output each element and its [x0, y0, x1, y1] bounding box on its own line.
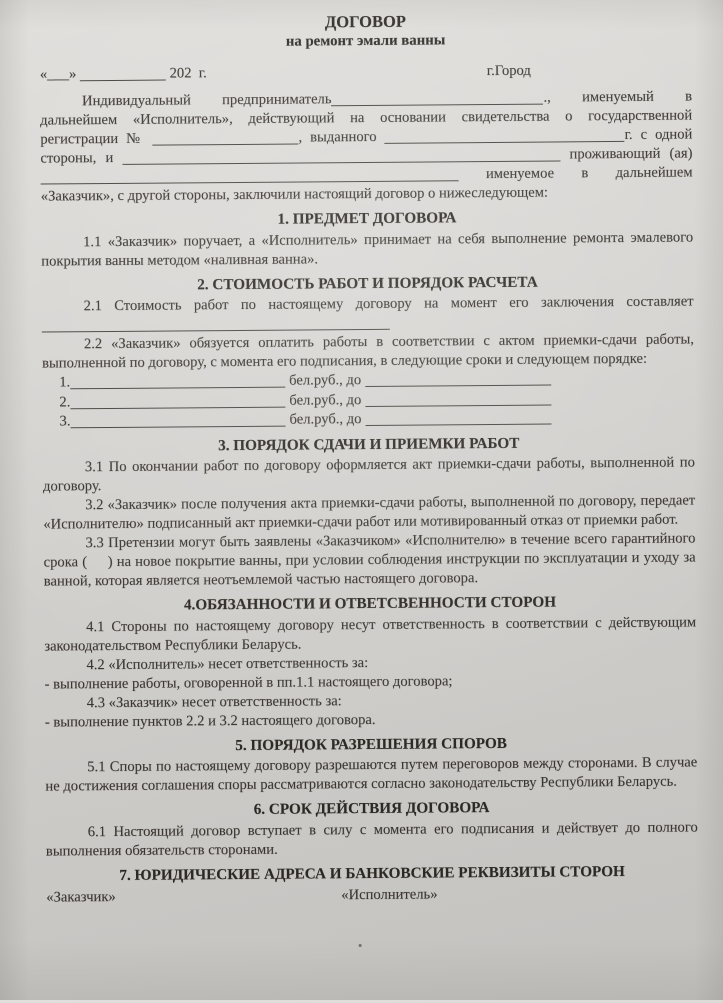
document-title: ДОГОВОР — [324, 11, 406, 32]
ink-speck — [359, 944, 362, 947]
preamble-text: дальнейшем «Исполнитель», действующий на основании свидетельства о государственной — [40, 107, 693, 129]
preamble — [40, 87, 693, 206]
customer-address-blank — [41, 168, 459, 184]
payment-row-3 — [42, 407, 694, 432]
payment-date-blank — [365, 412, 551, 426]
preamble-text: регистрации № — [40, 130, 153, 148]
preamble-text: , выданного — [298, 128, 385, 146]
issued-by-blank — [385, 129, 625, 144]
clause-5-1: 5.1 Споры по настоящему договору разрешаются путем переговоров между сторонами. В случае не достижения соглашения споры рассматриваются согласно законодательству Республики Беларусь. — [45, 754, 698, 795]
date-row — [40, 60, 692, 84]
payment-amount-blank — [70, 414, 285, 429]
payment-unit-label: бел.руб., до — [289, 411, 362, 428]
clause-3-1: 3.1 По окончании работ по договору оформляется акт приемки-сдачи работы, выполненной по договору. — [42, 454, 695, 495]
clause-2-2: 2.2 «Заказчик» обязуется оплатить работы в соответствии с актом приемки-сдачи работы, выполненной по договору, с момента его подписания, в следующие сроки и следующем порядке: — [41, 331, 694, 372]
section-3-heading: 3. ПОРЯДОК СДАЧИ И ПРИЕМКИ РАБОТ — [218, 434, 520, 454]
clause-4-3: 4.3 «Заказчик» несет ответственность за: — [86, 692, 342, 711]
payment-row-number: 2. — [59, 393, 71, 410]
preamble-text: именуемое в дальнейшем — [458, 164, 693, 183]
preamble-text: г. с одной — [624, 126, 693, 143]
preamble-line-6 — [41, 182, 693, 206]
payment-date-blank — [365, 392, 551, 406]
clause-3-3: 3.3 Претензии могут быть заявлены «Заказчиком» «Исполнителю» в течение всего гарантийного срока ( ) на новое покрытие ванны, при условии соблюдения инструкции по эксплуатации и уходу за ванной, которая является неотъемлемой частью настоящего договора. — [43, 530, 696, 590]
preamble-text: проживающий (ая) — [560, 145, 693, 163]
clause-4-2-item: - выполнение работы, оговоренной в пп.1.1 настоящего договора; — [44, 672, 453, 693]
preamble-text: Индивидуальный предприниматель — [81, 91, 332, 110]
clause-3-2: 3.2 «Заказчик» после получения акта приемки-сдачи работы, выполненной по договору, передает «Исполнителю» подписанный акт приемки-сдачи работ или мотивированный отказ от приемки работ. — [43, 492, 696, 533]
cost-amount-blank — [42, 317, 390, 333]
section-4-heading: 4.ОБЯЗАННОСТИ И ОТВЕТСВЕННОСТИ СТОРОН — [183, 593, 557, 614]
section-1-heading: 1. ПРЕДМЕТ ДОГОВОРА — [277, 209, 457, 228]
section-6-heading: 6. СРОК ДЕЙСТВИЯ ДОГОВОРА — [253, 799, 490, 818]
payment-row-number: 1. — [59, 374, 71, 391]
preamble-text: стороны, и — [40, 149, 123, 167]
payment-amount-blank — [70, 375, 285, 390]
payment-date-blank — [365, 373, 551, 387]
contractor-name-blank — [331, 92, 543, 107]
preamble-text: «Заказчик», с другой стороны, заключили настоящий договор о нижеследующем: — [40, 184, 549, 205]
customer-signature-label: «Заказчик» — [46, 888, 116, 906]
section-7-heading: 7. ЮРИДИЧЕСКИЕ АДРЕСА И БАНКОВСКИЕ РЕКВИЗИТЫ СТОРОН — [119, 862, 625, 884]
clause-6-1: 6.1 Настоящий договор вступает в силу с момента его подписания и действует до полного выполнения обязательств сторонами. — [45, 818, 698, 860]
payment-unit-label: бел.руб., до — [289, 391, 362, 409]
city-label: г.Город — [486, 62, 531, 80]
document-subtitle: на ремонт эмали ванны — [285, 32, 446, 50]
clause-4-2: 4.2 «Исполнитель» несет ответственность за: — [86, 654, 369, 673]
clause-4-3-item: - выполнение пунктов 2.2 и 3.2 настоящего договора. — [44, 711, 376, 731]
registration-number-blank — [152, 131, 298, 145]
clause-1-1: 1.1 «Заказчик» поручает, а «Исполнитель» принимает на себя выполнение ремонта эмалевого покрытия ванны методом «наливная ванна». — [41, 228, 694, 270]
section-2-heading: 2. СТОИМОСТЬ РАБОТ И ПОРЯДОК РАСЧЕТА — [197, 273, 538, 293]
section-5-heading: 5. ПОРЯДОК РАЗРЕШЕНИЯ СПОРОВ — [235, 734, 507, 754]
customer-name-blank — [122, 148, 560, 164]
clause-4-1: 4.1 Стороны по настоящему договору несут ответственность в соответствии с действующим законодательством Республики Беларусь. — [44, 613, 697, 655]
clause-2-1: 2.1 Стоимость работ по настоящему договору на момент его заключения составляет — [83, 293, 694, 315]
date-year-label: 202 г. — [169, 65, 207, 82]
date-day-field: «___» — [39, 66, 77, 83]
payment-amount-blank — [70, 394, 285, 409]
signature-row — [46, 883, 698, 907]
preamble-text: ., именуемый в — [543, 88, 693, 106]
contractor-signature-label: «Исполнитель» — [341, 886, 438, 904]
payment-row-number: 3. — [59, 413, 71, 430]
payment-unit-label: бел.руб., до — [289, 372, 362, 389]
date-month-blank — [80, 68, 166, 82]
